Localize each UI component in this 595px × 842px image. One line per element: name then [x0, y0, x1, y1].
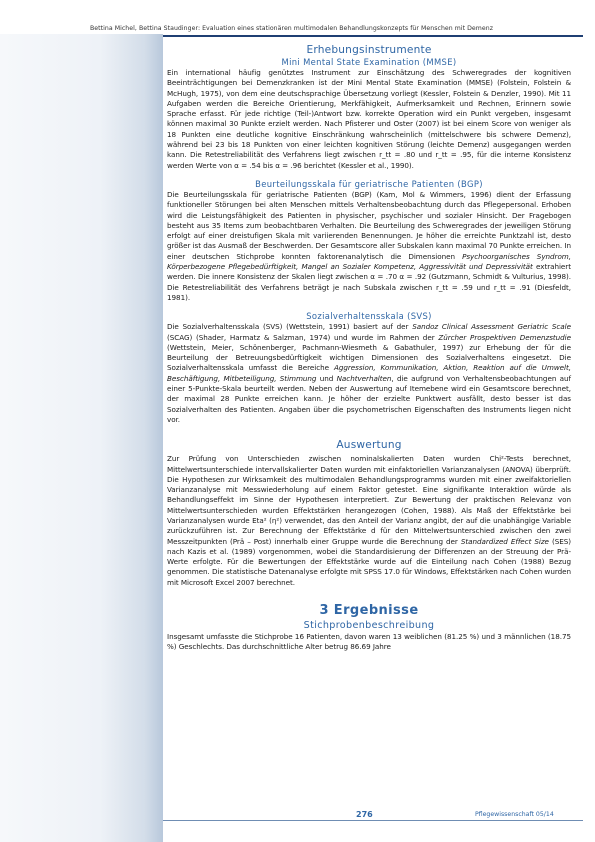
- heading-stichprobe: Stichprobenbeschreibung: [303, 620, 435, 632]
- paragraph-svs: [167, 322, 571, 425]
- auswertung-t1: Zur Prüfung von Unterschieden zwischen nominalskalierten Daten wurden Chi²-Tests berechnet, Mittelwertsunterschiede intervallskalierter Daten wurden mit einfaktoriellen Varianzanalysen (ANOVA) überprüft. Die Hypothesen zur Wirksamkeit des multimodalen Behandlungsprogramms wurden mit einer zweifaktoriellen Varianzanalyse mit Messwiederholung auf einem Faktor getestet. Eine signifikante Interaktion würde als Behandlungseffekt im Sinne der Hypothesen interpretiert. Zur Bewertung der praktischen Relevanz von Mittelwertsunterschieden wurden Effektstärken herangezogen (Cohen, 1988). Als Maß der Effektstärke bei Varianzanalysen wurde Eta² (η²) verwendet, das den Anteil der Varianz angibt, der auf die unabhängige Variable zurückzuführen ist. Zur Berechnung der Effektstärke d für den Mittelwertsunterschied zwischen den zwei Messzeitpunkten (Prä – Post) innerhalb einer Gruppe wurde die Berechnung der: [167, 454, 571, 546]
- svs-e3: Aggression, Kommunikation, Aktion, Reaktion auf die Umwelt, Beschäftigung, Mitbeteiligung, Stimmung: [167, 363, 571, 383]
- svs-e4: Nachtverhalten: [336, 373, 392, 383]
- paragraph-mmse: Ein international häufig genütztes Instrument zur Einschätzung des Schweregrades der kognitiven Beeinträchtigungen bei Demenzkranken ist der Mini Mental State Examination (MMSE) (Folstein, Folstein & McHugh, 1975), von dem eine deutschsprachige Übersetzung vorliegt (Kessler, Folstein & Denzler, 1990). Mit 11 Aufgaben werden die Bereiche Orientierung, Merkfähigkeit, Aufmerksamkeit und Rechnen, Erinnern sowie Sprache erfasst. Für jede richtige (Teil-)Antwort bzw. korrekte Operation wird ein Punkt vergeben, insgesamt können maximal 30 Punkte erzielt werden. Nach Pfisterer und Oster (2007) ist bei einem Score von weniger als 18 Punkten eine deutliche kognitive Einschränkung wahrscheinlich (mittelschwere bis schwere Demenz), während bei 23 bis 18 Punkten von einer leichten kognitiven Störung (leichte Demenz) ausgegangen werden kann. Die Retestreliabilität des Verfahrens liegt zwischen r_tt = .80 und r_tt = .95, für die interne Konsistenz werden Werte von α = .54 bis α = .96 berichtet (Kessler et al., 1990).: [167, 68, 571, 170]
- svs-t1: Die Sozialverhaltensskala (SVS) (Wettstein, 1991) basiert auf der: [167, 322, 409, 332]
- bgp-text-2: extrahiert werden. Die innere Konsistenz der Skalen liegt zwischen α = .70 α = .92 (Gutzmann, Schmidt & Vulturius, 1998). Die Retestreliabilität des Verfahrens beträgt je nach Subskala zwischen r_tt = .59 und r_tt = .91 (Diesfeldt, 1981).: [167, 262, 571, 302]
- spacer: [167, 303, 571, 311]
- paragraph-bgp: [167, 190, 571, 303]
- svs-t4: und: [319, 373, 334, 383]
- bgp-text-1: Die Beurteilungsskala für geriatrische Patienten (BGP) (Kam, Mol & Wimmers, 1996) dient der Erfassung funktioneller Störungen bei alten Menschen mittels Verhaltensbeobachtung durch das Pflegepersonal. Erhoben wird die Leistungsfähigkeit des Patienten in physischer, psychischer und sozialer Hinsicht. Der Fragebogen besteht aus 35 Items zum beobachtbaren Verhalten. Die Beurteilung des Schweregrades der jeweiligen Störung erfolgt auf einer dreistufigen Skala mit variierenden Benennungen. Je höher die erreichte Punktzahl ist, desto größer ist das Ausmaß der Beschwerden. Der Gesamtscore aller Subskalen kann maximal 70 Punkte erreichen. In einer deutschen Stichprobe konnten faktorenanalytisch die Dimensionen: [167, 189, 571, 261]
- footer-rule: [163, 820, 583, 821]
- svs-t2: (SCAG) (Shader, Harmatz & Salzman, 1974) und wurde im Rahmen der: [167, 332, 435, 342]
- auswertung-e1: Standardized Effect Size: [460, 536, 549, 546]
- page-content: [167, 43, 571, 653]
- heading-erhebungsinstrumente: Erhebungsinstrumente: [306, 44, 432, 56]
- paragraph-auswertung: [167, 454, 571, 588]
- svs-e2: Zürcher Prospektiven Demenzstudie: [438, 332, 571, 342]
- heading-bgp: Beurteilungsskala für geriatrische Patienten (BGP): [255, 178, 483, 189]
- heading-auswertung: Auswertung: [336, 439, 402, 452]
- svs-t5: , die aufgrund von Verhaltensbeobachtungen auf einer 5-Punkte-Skala beurteilt werden. Neben der Auswertung auf Itemebene wird ein Gesamtscore berechnet, der maximal 28 Punkte erreichen kann. Je höher der erzielte Punktwert ausfällt, desto besser ist das Sozialverhalten des Patienten. Angaben über die psychometrischen Eigenschaften des Instruments liegen nicht vor.: [167, 373, 571, 424]
- heading-mmse: Mini Mental State Examination (MMSE): [281, 57, 457, 67]
- spacer: [167, 425, 571, 438]
- auswertung-t2: (SES) nach Kazis et al. (1989) vorgenommen, wobei die Standardisierung der Differenzen an der Streuung der Prä-Werte erfolgte. Für die Bewertungen der Effektstärke wurde auf die Einteilung nach Cohen (1988) Bezug genommen. Die statistische Datenanalyse erfolgte mit SPSS 17.0 für Windows, Effektstärken nach Cohen wurden mit Microsoft Excel 2007 berechnet.: [167, 536, 571, 587]
- spacer: [167, 171, 571, 179]
- heading-svs: Sozialverhaltensskala (SVS): [306, 311, 432, 322]
- journal-name: Pflegewissenschaft 05/14: [475, 811, 554, 818]
- running-header: Bettina Michel, Bettina Staudinger: Evaluation eines stationären multimodalen Behandlungskonzepts für Menschen mit Demenz: [90, 25, 493, 32]
- header-rule: [163, 35, 583, 37]
- svs-e1: Sandoz Clinical Assessment Geriatric Scale: [412, 322, 571, 332]
- spacer: [167, 588, 571, 603]
- paragraph-stichprobe: Insgesamt umfasste die Stichprobe 16 Patienten, davon waren 13 weiblichen (81.25 %) und 3 männlichen (18.75 %) Geschlechts. Das durchschnittliche Alter betrug 86.69 Jahre: [167, 632, 571, 652]
- side-color-band: [0, 34, 163, 842]
- bgp-dimensions: Psychoorganisches Syndrom, Körperbezogene Pflegebedürftigkeit, Mangel an Sozialer Kompetenz, Aggressivität und Depressivität: [167, 251, 571, 272]
- svs-t3: (Wettstein, Meier, Schönenberger, Pachmann-Wiesmeth & Gabathuler, 1997) zur Erhebung der für die Beurteilung der Betreuungsbedürftigkeit wichtigen Dimensionen des Sozialverhaltens eingesetzt. Die Sozialverhaltensskala umfasst die Bereiche: [167, 342, 571, 373]
- page-number: 276: [356, 810, 373, 819]
- heading-ergebnisse: 3 Ergebnisse: [319, 603, 419, 619]
